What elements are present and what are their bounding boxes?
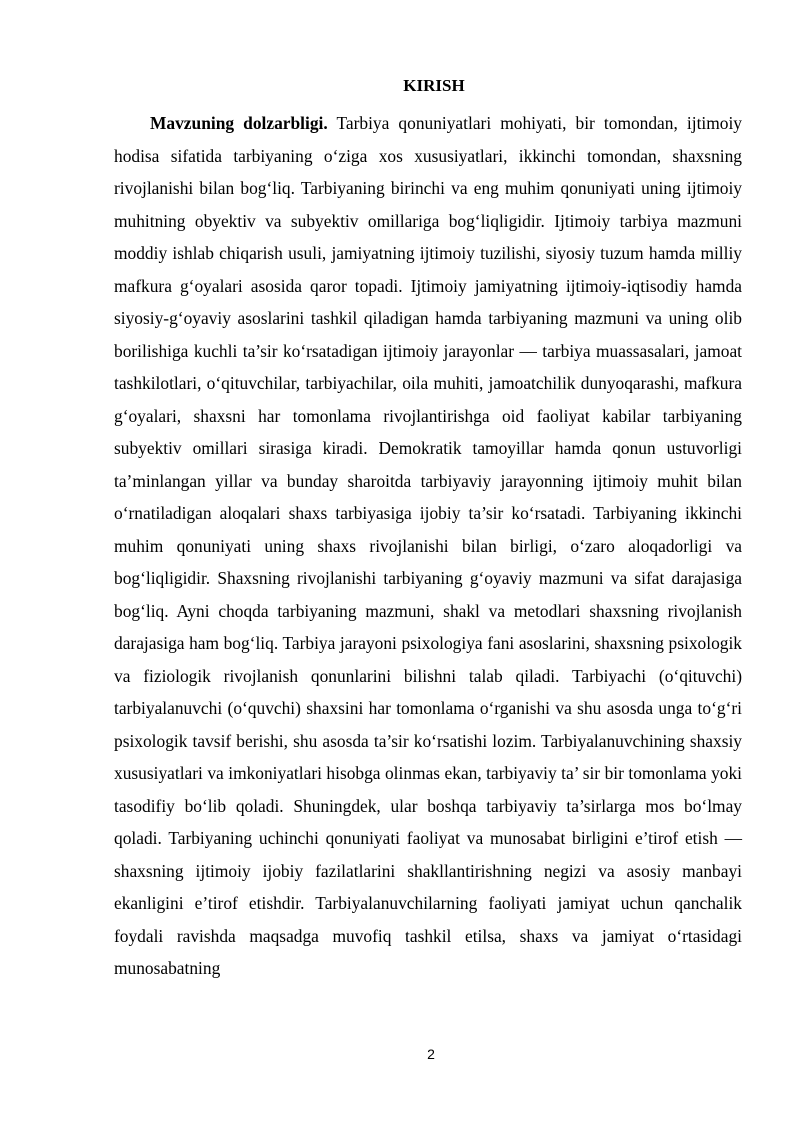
paragraph-lead: Mavzuning dolzarbligi. — [150, 113, 328, 133]
section-heading: KIRISH — [403, 76, 465, 95]
body-paragraph — [114, 107, 742, 985]
page-number: 2 — [427, 1046, 435, 1062]
paragraph-body: Tarbiya qonuniyatlari mohiyati, bir tomondan, ijtimoiy hodisa sifatida tarbiyaning o‘ziga xos xususiyatlari, ikkinchi tomondan, shaxsning rivojlanishi bilan bog‘liq. Tarbiyaning birinchi va eng muhim qonuniyati uning ijtimoiy muhitning obyektiv va subyektiv omillariga bog‘liqligidir. Ijtimoiy tarbiya mazmuni moddiy ishlab chiqarish usuli, jamiyatning ijtimoiy tuzilishi, siyosiy tuzum hamda milliy mafkura g‘oyalari asosida qaror topadi. Ijtimoiy jamiyatning ijtimoiy-iqtisodiy hamda siyosiy-g‘oyaviy asoslarini tashkil qiladigan hamda tarbiyaning mazmuni va uning olib borilishiga kuchli ta’sir ko‘rsatadigan ijtimoiy jarayonlar — tarbiya muassasalari, jamoat tashkilotlari, o‘qituvchilar, tarbiyachilar, oila muhiti, jamoatchilik dunyoqarashi, mafkura g‘oyalari, shaxsni har tomonlama rivojlantirishga oid faoliyat kabilar tarbiyaning subyektiv omillari sirasiga kiradi. Demokratik tamoyillar hamda qonun ustuvorligi ta’minlangan yillar va bunday sharoitda tarbiyaviy jarayonning ijtimoiy muhit bilan o‘rnatiladigan aloqalari shaxs tarbiyasiga ijobiy ta’sir ko‘rsatadi. Tarbiyaning ikkinchi muhim qonuniyati uning shaxs rivojlanishi bilan birligi, o‘zaro aloqadorligi va bog‘liqligidir. Shaxsning rivojlanishi tarbiyaning g‘oyaviy mazmuni va sifat darajasiga bog‘liq. Ayni choqda tarbiyaning mazmuni, shakl va metodlari shaxsning rivojlanish darajasiga ham bog‘liq. Tarbiya jarayoni psixologiya fani asoslarini, shaxsning psixologik va fiziologik rivojlanish qonunlarini bilishni talab qiladi. Tarbiyachi (o‘qituvchi) tarbiyalanuvchi (o‘quvchi) shaxsini har tomonlama o‘rganishi va shu asosda unga to‘g‘ri psixologik tavsif berishi, shu asosda ta’sir ko‘rsatishi lozim. Tarbiyalanuvchining shaxsiy xususiyatlari va imkoniyatlari hisobga olinmas ekan, tarbiyaviy ta’ sir bir tomonlama yoki tasodifiy bo‘lib qoladi. Shuningdek, ular boshqa tarbiyaviy ta’sirlarga mos bo‘lmay qoladi. Tarbiyaning uchinchi qonuniyati faoliyat va munosabat birligini e’tirof etish — shaxsning ijtimoiy ijobiy fazilatlarini shakllantirishning negizi va asosiy manbayi ekanligini e’tirof etishdir. Tarbiyalanuvchilarning faoliyati jamiyat uchun qanchalik foydali ravishda maqsadga muvofiq tashkil etilsa, shaxs va jamiyat o‘rtasidagi munosabatning — [114, 113, 742, 978]
